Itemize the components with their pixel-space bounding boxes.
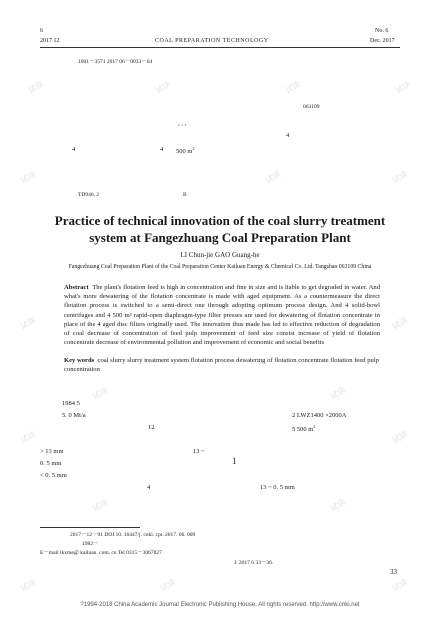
watermark: 试读	[26, 79, 46, 96]
abstract	[64, 283, 380, 347]
paper-title: Practice of technical innovation of the coal slurry treatment system at Fangezhuang Coal Preparation Plant	[54, 213, 386, 245]
body-line: 1984 5	[62, 400, 80, 407]
keywords	[64, 356, 380, 374]
body-line: 13 ~ 0. 5 mm	[260, 484, 295, 491]
abstract-text: The plant's flotation feed is high in concentration and fine in size and is liable to get degraded in water. And what's more dewatering of the flotation concentrate is made with aged equipment. As a countermeasure the direct flotation process is switched to a semi-direct one through adopting optimum process design. And 4 solid-bowl centrifuges and 4 500 m² rapid-open diaphragm-type filter presses are used for dewatering of flotation concentrate in place of the 4 aged disc filters originally used. The innovation thus made has led to effective reduction of degradation of coal decrease of concentration of feed pulp improvement of feed size consist increase of yield of flotation concentrate decrease of environmental pollution and improvement of economic and social benefits	[64, 284, 380, 347]
body-line: 1	[232, 456, 237, 466]
watermark: 试读	[328, 385, 348, 402]
body-line: < 0. 5 mm	[40, 472, 67, 479]
watermark: 试读	[390, 169, 410, 186]
body-line: 0. 5 mm	[40, 460, 62, 467]
footnote-received: 2017－12－01 DOI 10. 16447/j. cnki. cpt. 2017. 06. 009	[70, 532, 196, 538]
watermark: 试读	[18, 315, 38, 332]
keywords-label: Key words	[64, 357, 95, 364]
footnote-email: E－mail lkxme@ kailuan. com. cn Tel 0315－3067827	[40, 550, 162, 556]
document-code: B	[183, 192, 187, 198]
cn-area	[176, 146, 194, 155]
watermark: 试读	[90, 497, 110, 514]
footnote-rule	[40, 527, 140, 528]
keywords-text: coal slurry slurry treatment system flotation process dewatering of flotation concentrate flotation feed pulp concentration	[64, 357, 379, 374]
body-line: 12	[148, 424, 155, 431]
article-id: 1001－3571 2017 06－0033－04	[78, 59, 153, 65]
body-line: 5. 0 Mt/a	[62, 412, 86, 419]
watermark: 试读	[393, 79, 413, 96]
cn-digit-four: 4	[160, 146, 164, 153]
body-line: 2 LWZ1400 ×2000A	[292, 412, 347, 419]
watermark: 试读	[158, 577, 178, 594]
clc-number: TD946. 2	[78, 192, 100, 198]
page-number: 33	[390, 568, 397, 576]
watermark: 试读	[390, 577, 410, 594]
body-line	[292, 424, 315, 433]
abstract-label: Abstract	[64, 284, 89, 291]
watermark: 试读	[390, 429, 410, 446]
watermark: 试读	[18, 429, 38, 446]
watermark: 试读	[263, 169, 283, 186]
header-issue: 2017 12	[40, 38, 60, 44]
body-line: 13 ~	[193, 448, 205, 455]
affiliation: Fangezhuang Coal Preparation Plant of the Coal Preparation Center Kailuan Energy & Chemical Co. Ltd. Tangshan 063109 China	[68, 264, 372, 270]
header-volume: 6	[40, 28, 43, 34]
watermark: 试读	[18, 577, 38, 594]
authors: LI Chun-jie GAO Guang-he	[180, 251, 260, 259]
watermark: 试读	[90, 385, 110, 402]
header-journal: COAL PREPARATION TECHNOLOGY	[155, 38, 269, 44]
header-rule	[40, 47, 400, 48]
copyright-footer: ?1994-2018 China Academic Journal Electronic Publishing House. All rights reserved. http://www.cnki.net	[80, 602, 360, 608]
header-date: Dec. 2017	[370, 38, 395, 44]
cn-digit-four: 4	[286, 132, 290, 139]
watermark: 试读	[390, 315, 410, 332]
watermark: 试读	[18, 169, 38, 186]
area-value: 5 500 m	[292, 426, 314, 434]
area-sup: 2	[192, 146, 195, 151]
footnote-born: 1982－	[82, 541, 99, 547]
body-line: 4	[147, 484, 151, 491]
cn-digit-four: 4	[72, 146, 76, 153]
body-line: > 13 mm	[40, 448, 64, 455]
cn-punctuation: , , ,	[178, 120, 187, 127]
watermark: 试读	[153, 79, 173, 96]
watermark: 试读	[283, 79, 303, 96]
area-sup: 2	[313, 424, 316, 429]
postcode: 063109	[303, 104, 320, 110]
watermark: 试读	[328, 497, 348, 514]
area-value: 500 m	[176, 148, 193, 156]
header-number: No. 6	[375, 28, 389, 34]
footnote-cite: J. 2017 6 33－36.	[234, 560, 274, 566]
